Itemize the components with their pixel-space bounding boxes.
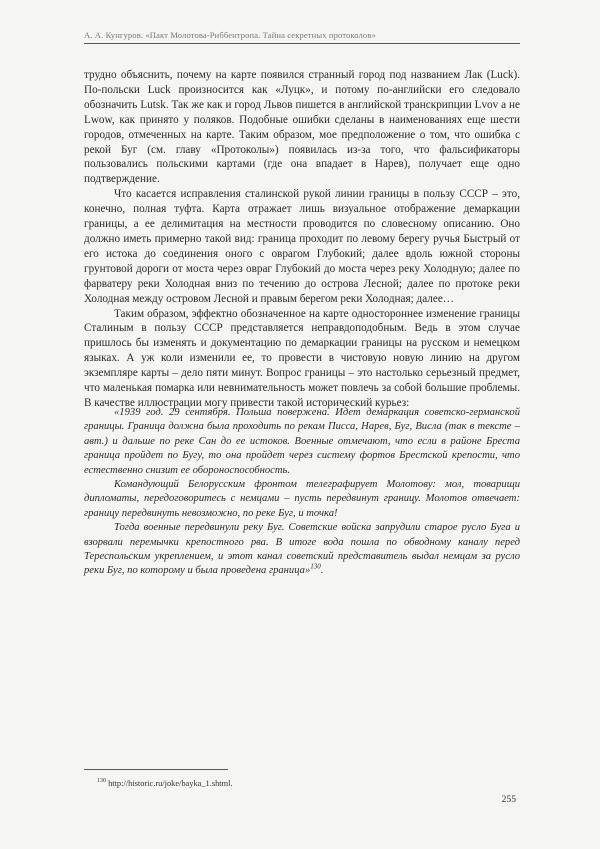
quote-paragraph-3-text: Тогда военные передвинули реку Буг. Советские войска запрудили старое русло Буга и взорвали перемычки крепостного рва. В итоге вода пошла по обводному каналу перед Тереспольским укреплением, и этот канал советский представитель выдал немцам за русло реки Буг, по которому и была проведена граница» bbox=[84, 522, 520, 577]
footnote-ref-130: 130 bbox=[310, 562, 321, 571]
body-text bbox=[84, 68, 520, 411]
quote-paragraph-2: Командующий Белорусским фронтом телеграфирует Молотову: мол, товарищи дипломаты, передоговоритесь с немцами – пусть передвинут границу. Молотов отвечает: границу передвинуть невозможно, по реке Буг, и точка! bbox=[84, 479, 520, 519]
quote-paragraph-1: «1939 год. 29 сентября. Польша повержена. Идет демаркация советско-германской границы. Граница должна была проходить по рекам Писса, Нарев, Буг, Висла (так в тексте – авт.) и дальше по реке Сан до ее истоков. Военные отмечают, что если в районе Бреста граница пройдет по Бугу, то она пройдет через систему фортов Брестской крепости, что естественно снизит ее обороноспособность. bbox=[84, 407, 520, 476]
paragraph-1: трудно объяснить, почему на карте появился странный город под названием Лак (Luck). По-польски Luck произносится как «Луцк», и потому по-английски его следовало обозначить Lutsk. Так же как и город Львов пишется в английской транскрипции Lvov а не Lwow, как принято у поляков. Подобные ошибки сделаны в наименованиях еще шести городов, отмеченных на карте. Таким образом, мое предположение о том, что ошибка с рекой Буг (см. главу «Протоколы») появилась из-за того, что фальсификаторы пользовались польскими картами (где она впадает в Нарев), получает еще одно подтверждение. bbox=[84, 69, 520, 186]
page-number: 255 bbox=[501, 794, 516, 805]
header-rule bbox=[84, 43, 520, 44]
quote-paragraph-3 bbox=[84, 521, 520, 579]
paragraph-3: Таким образом, эффектно обозначенное на карте одностороннее изменение границы Сталиным в пользу СССР представляется неправдоподобным. Ведь в этом случае пришлось бы изменять и документацию по демаркации границы на русском и немецком языках. А уж коли изменили ее, то провести в чистовую новую линию на другом экземпляре карты – дело пяти минут. Вопрос границы – это настолько серьезный предмет, что маленькая помарка или невнимательность может повлечь за собой большие проблемы. В качестве иллюстрации могу привести такой исторический курьез: bbox=[84, 307, 520, 409]
running-header: А. А. Кунгуров. «Пакт Молотова-Риббентропа. Тайна секретных протоколов» bbox=[84, 30, 376, 40]
historical-quote bbox=[84, 406, 520, 579]
footnote-rule bbox=[84, 769, 228, 770]
footnote-number: 130 bbox=[97, 778, 106, 785]
paragraph-2: Что касается исправления сталинской рукой линии границы в пользу СССР – это, конечно, полная туфта. Карта отражает лишь визуальное отображение демаркации границы, а ее делимитация на местности проводится по словесному описанию. Оно должно иметь примерно такой вид: граница проходит по левому берегу ручья Быстрый от его истока до соединения оного с оврагом Глубокий; далее вдоль южной стороны грунтовой дороги от моста через овраг Глубокий до моста через реку Холодную; далее по фарватеру реки Холодная вниз по течению до острова Лесной; далее по протоке реки Холодная между островом Лесной и правым берегом реки Холодная; далее… bbox=[84, 188, 520, 305]
footnote bbox=[97, 779, 233, 788]
quote-end-period: . bbox=[320, 565, 324, 577]
footnote-url: http://historic.ru/joke/bayka_1.shtml. bbox=[108, 779, 233, 788]
